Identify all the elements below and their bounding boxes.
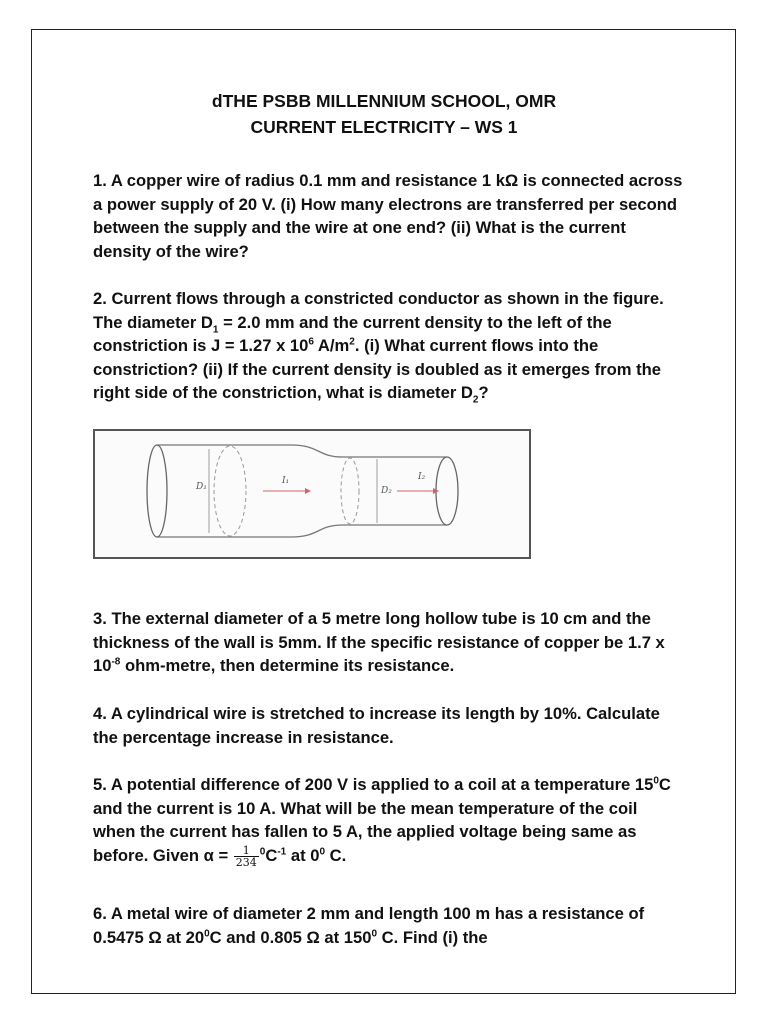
question-6: 6. A metal wire of diameter 2 mm and length 100 m has a resistance of 0.5475 Ω at $20^0C$ and 0.805 Ω at $150^0$ C. Find (i) the [93,904,645,947]
i2-label: I₂ [418,472,426,482]
i1-label: I₁ [282,476,290,486]
school-title: dTHE PSBB MILLENNIUM SCHOOL, OMR [211,91,557,111]
question-4: 4. A cylindrical wire is stretched to increase its length by 10%. Calculate the percentage increase in resistance. [93,704,660,747]
d2-label: D₂ [381,486,392,496]
d1-label: D₁ [196,482,207,492]
question-5: 5. A potential difference of 200 V is applied to a coil at a temperature $15^0C$ and the current is 10 A. What will be the mean temperature of the coil when the current has fallen to 5 A, the applied voltage being same as before. Given α = $\frac{1}{234}$ $^0C^{-1}$ at $0^0$ C. [93,775,671,869]
question-1: 1. A copper wire of radius 0.1 mm and resistance 1 kΩ is connected across a power supply of 20 V. (i) How many electrons are transferred per second between the supply and the wire at one end? (ii) What is the current density of the wire? [93,171,683,261]
question-2: 2. Current flows through a constricted conductor as shown in the figure. The diameter $D_1 = 2.0$ mm and the current density to the left of the constriction is J = 1.27 x $10^6$ $A/m^2$. (i) What current flows into the constriction? (ii) If the current density is doubled as it emerges from the right side of the constriction, what is diameter $D_2$? [93,289,664,406]
worksheet-title: CURRENT ELECTRICITY – WS 1 [250,117,518,137]
constricted-conductor-figure [93,429,531,559]
alpha-fraction: $\frac{1}{234}$ [235,843,257,869]
question-3: 3. The external diameter of a 5 metre long hollow tube is 10 cm and the thickness of the wall is 5mm. If the specific resistance of copper be 1.7 x $10^{-8}$ ohm-metre, then determine its resistance. [93,609,665,675]
